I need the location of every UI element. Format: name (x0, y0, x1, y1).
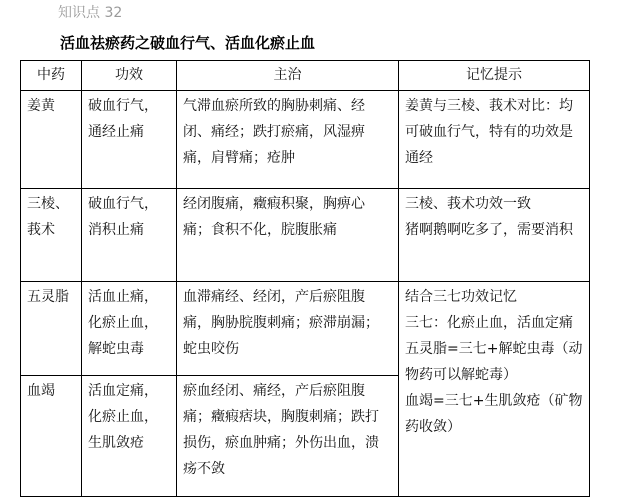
effect-line: 破血行气， (88, 98, 158, 114)
herb-effect (82, 282, 177, 376)
table-row (21, 189, 590, 282)
memo-cell (399, 282, 590, 497)
header-herb: 中药 (21, 61, 82, 91)
effect-line: 活血止痛， (88, 289, 158, 305)
effect-line: 消积止痛 (88, 222, 144, 238)
memo-line: 猪啊鹅啊吃多了，需要消积 (405, 222, 573, 238)
herb-name: 五灵脂 (21, 282, 82, 376)
memo-line: 五灵脂=三七+解蛇虫毒（动物药可以解蛇毒） (405, 341, 583, 383)
table-row (21, 91, 590, 189)
memo-line: 三七：化瘀止血，活血定痛 (405, 315, 573, 331)
herb-indications: 血滞痛经、经闭，产后瘀阻腹痛，胸胁脘腹刺痛；瘀滞崩漏；蛇虫咬伤 (177, 282, 399, 376)
herb-indications: 经闭腹痛，癥瘕积聚，胸痹心痛；食积不化，脘腹胀痛 (177, 189, 399, 282)
memo-line: 三棱、莪术功效一致 (405, 196, 531, 212)
effect-line: 破血行气， (88, 196, 158, 212)
memo-line: 结合三七功效记忆 (405, 289, 517, 305)
memo-line: 血竭=三七+生肌敛疮（矿物药收敛） (405, 393, 583, 435)
herb-indications: 瘀血经闭、痛经，产后瘀阻腹痛；癥瘕痞块，胸腹刺痛；跌打损伤，瘀血肿痛；外伤出血，溃疡不敛 (177, 376, 399, 497)
herb-table (20, 60, 590, 497)
header-indications: 主治 (177, 61, 399, 91)
herb-effect (82, 91, 177, 189)
herb-indications: 气滞血瘀所致的胸胁刺痛、经闭、痛经；跌打瘀痛，风湿痹痛，肩臂痛；疮肿 (177, 91, 399, 189)
herb-name: 三棱、莪术 (21, 189, 82, 282)
table-header-row (21, 61, 590, 91)
memo-cell: 姜黄与三棱、莪术对比：均可破血行气，特有的功效是通经 (399, 91, 590, 189)
header-memo: 记忆提示 (399, 61, 590, 91)
memo-cell (399, 189, 590, 282)
herb-name: 姜黄 (21, 91, 82, 189)
effect-line: 通经止痛 (88, 124, 144, 140)
header-effect: 功效 (82, 61, 177, 91)
effect-line: 化瘀止血， (88, 409, 158, 425)
herb-effect (82, 376, 177, 497)
effect-line: 生肌敛疮 (88, 435, 144, 451)
herb-effect (82, 189, 177, 282)
herb-name: 血竭 (21, 376, 82, 497)
effect-line: 活血定痛， (88, 383, 158, 399)
effect-line: 解蛇虫毒 (88, 341, 144, 357)
knowledge-point-label: 知识点 32 (58, 5, 123, 21)
table-row (21, 282, 590, 376)
effect-line: 化瘀止血， (88, 315, 158, 331)
section-title: 活血祛瘀药之破血行气、活血化瘀止血 (60, 34, 316, 52)
